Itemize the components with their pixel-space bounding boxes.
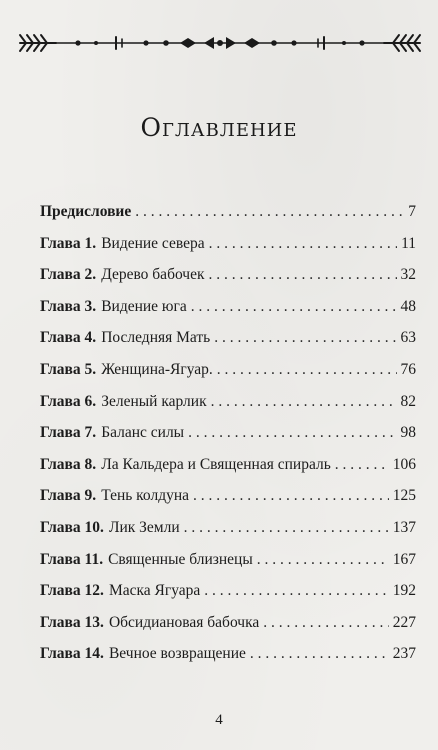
toc-entry <box>40 259 416 291</box>
toc-entry-title: Видение юга <box>101 297 187 315</box>
toc-entry-page: 137 <box>392 518 416 536</box>
toc-entry-title: Баланс силы <box>101 424 185 442</box>
toc-entry <box>40 196 416 228</box>
toc-entry <box>40 607 416 639</box>
toc-entry-number: Глава 10. <box>40 518 104 536</box>
toc-leader-dots <box>188 417 396 449</box>
tribal-arrow-border-icon <box>16 28 424 58</box>
table-of-contents <box>40 196 416 670</box>
toc-entry <box>40 480 416 512</box>
toc-entry-number: Глава 6. <box>40 392 97 410</box>
toc-entry <box>40 638 416 670</box>
toc-entry-title: Ла Кальдера и Священная спираль <box>101 455 331 473</box>
toc-entry-page: 192 <box>392 582 416 600</box>
toc-entry-number: Глава 4. <box>40 329 97 347</box>
toc-entry-page: 167 <box>392 550 416 568</box>
toc-leader-dots <box>263 607 388 639</box>
toc-entry-number: Глава 14. <box>40 645 104 663</box>
toc-entry-page: 63 <box>400 329 416 347</box>
toc-entry-title: Последняя Мать <box>101 329 211 347</box>
toc-leader-dots <box>204 575 388 607</box>
toc-entry-title: Лик Земли <box>108 518 180 536</box>
toc-entry-page: 76 <box>400 360 416 378</box>
page-title: Оглавление <box>140 113 298 142</box>
toc-entry-title: Зеленый карлик <box>101 392 207 410</box>
toc-entry-page: 32 <box>400 266 416 284</box>
toc-entry-number: Глава 12. <box>40 582 104 600</box>
toc-entry-page: 82 <box>400 392 416 410</box>
toc-entry-title: Видение севера <box>101 234 205 252</box>
toc-leader-dots <box>217 354 397 386</box>
toc-entry-number: Глава 7. <box>40 424 97 442</box>
toc-entry-number: Глава 1. <box>40 234 97 252</box>
toc-leader-dots <box>135 196 404 228</box>
toc-leader-dots <box>209 259 397 291</box>
toc-entry-page: 11 <box>401 234 416 252</box>
toc-entry-page: 48 <box>400 297 416 315</box>
toc-entry-title: Тень колдуна <box>101 487 190 505</box>
toc-leader-dots <box>211 386 397 418</box>
toc-entry-title: Обсидиановая бабочка <box>108 613 260 631</box>
toc-entry <box>40 322 416 354</box>
toc-leader-dots <box>214 322 396 354</box>
toc-entry-page: 98 <box>400 424 416 442</box>
toc-leader-dots <box>193 480 389 512</box>
toc-entry-title: Женщина-Ягуар. <box>101 360 213 378</box>
toc-entry-page: 237 <box>392 645 416 663</box>
toc-entry-number: Глава 11. <box>40 550 104 568</box>
toc-entry <box>40 449 416 481</box>
toc-entry <box>40 512 416 544</box>
toc-entry <box>40 544 416 576</box>
toc-entry-title: Маска Ягуара <box>108 582 201 600</box>
toc-entry-number: Предисловие <box>40 203 132 220</box>
toc-leader-dots <box>250 638 389 670</box>
toc-entry-number: Глава 9. <box>40 487 97 505</box>
toc-entry-number: Глава 3. <box>40 297 97 315</box>
toc-entry-number: Глава 2. <box>40 266 97 284</box>
toc-entry <box>40 354 416 386</box>
toc-leader-dots <box>335 449 389 481</box>
toc-entry-page: 7 <box>408 203 416 220</box>
toc-entry-title: Дерево бабочек <box>101 266 205 284</box>
toc-entry <box>40 228 416 260</box>
toc-entry-number: Глава 13. <box>40 613 104 631</box>
toc-leader-dots <box>209 228 397 260</box>
toc-entry-title: Священные близнецы <box>108 550 253 568</box>
toc-entry-page: 125 <box>392 487 416 505</box>
toc-entry-title: Вечное возвращение <box>108 645 246 663</box>
toc-leader-dots <box>184 512 389 544</box>
toc-entry-number: Глава 5. <box>40 360 97 378</box>
toc-entry-page: 227 <box>392 613 416 631</box>
toc-leader-dots <box>257 544 389 576</box>
toc-entry <box>40 386 416 418</box>
page-number: 4 <box>215 712 223 728</box>
toc-entry <box>40 417 416 449</box>
toc-entry-number: Глава 8. <box>40 455 97 473</box>
toc-entry <box>40 291 416 323</box>
toc-entry-page: 106 <box>392 455 416 473</box>
toc-entry <box>40 575 416 607</box>
toc-leader-dots <box>191 291 397 323</box>
